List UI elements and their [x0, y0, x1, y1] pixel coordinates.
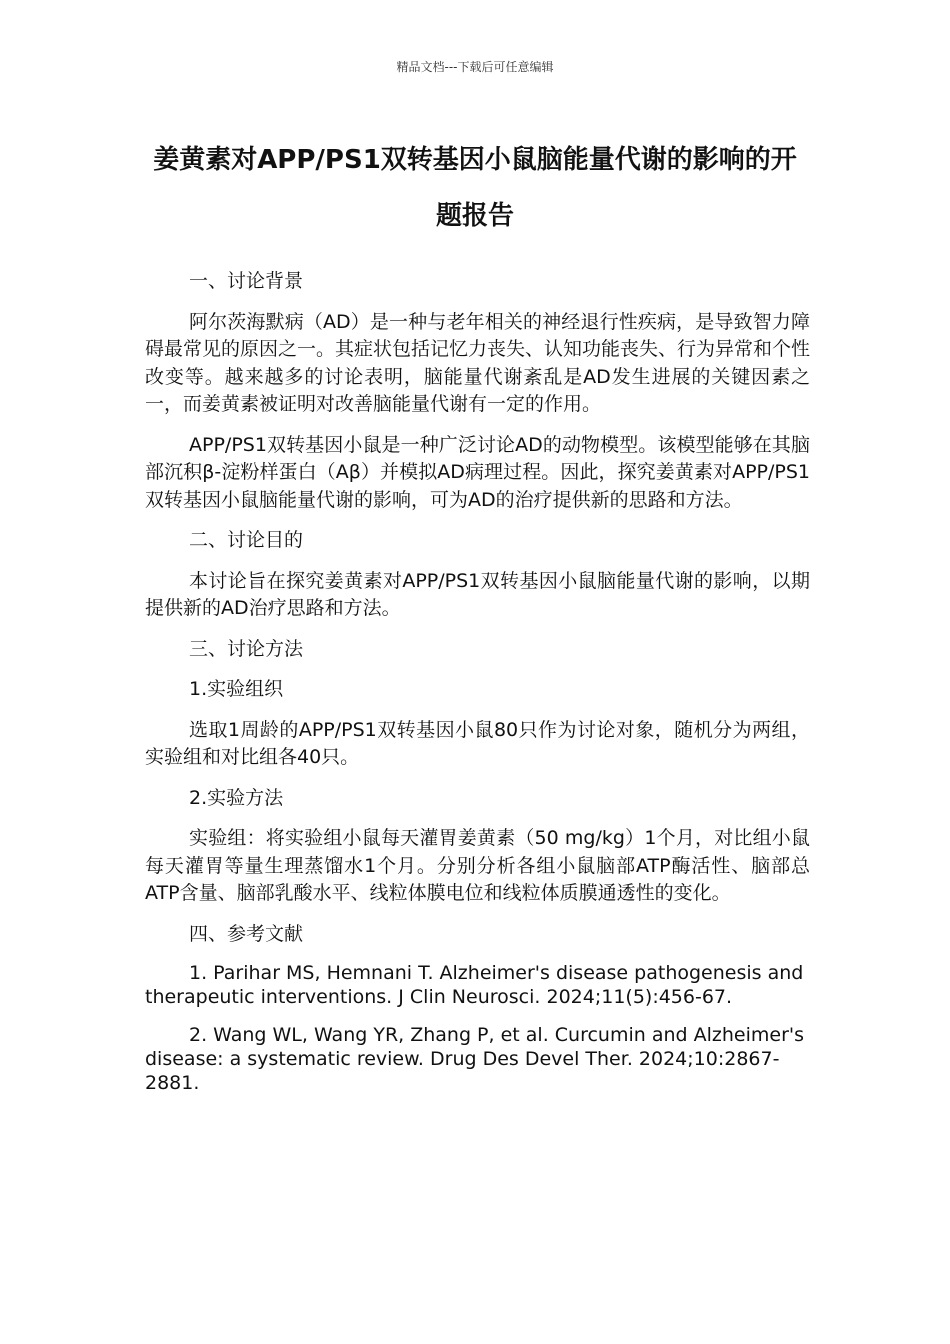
reference-item: 1. Parihar MS, Hemnani T. Alzheimer's disease pathogenesis and therapeutic interventions. J Clin Neurosci. 2024;11(5):456-67.: [145, 962, 804, 1008]
document-title: 姜黄素对APP/PS1双转基因小鼠脑能量代谢的影响的开题报告: [153, 145, 797, 231]
paragraph-background-2: APP/PS1双转基因小鼠是一种广泛讨论AD的动物模型。该模型能够在其脑部沉积β-淀粉样蛋白（Aβ）并模拟AD病理过程。因此，探究姜黄素对APP/PS1双转基因小鼠脑能量代谢的影响，可为AD的治疗提供新的思路和方法。: [145, 433, 810, 511]
reference-item: 2. Wang WL, Wang YR, Zhang P, et al. Curcumin and Alzheimer's disease: a systematic review. Drug Des Devel Ther. 2024;10:2867-2881.: [145, 1024, 805, 1094]
subheading-experiment-organization: 1.实验组织: [189, 678, 284, 700]
subheading-experiment-method: 2.实验方法: [189, 786, 284, 809]
paragraph-purpose: 本讨论旨在探究姜黄素对APP/PS1双转基因小鼠脑能量代谢的影响，以期提供新的AD治疗思路和方法。: [145, 569, 810, 619]
section-heading-references: 四、参考文献: [189, 922, 304, 945]
document-body: [145, 268, 810, 1109]
section-heading-methods: 三、讨论方法: [189, 637, 304, 660]
paragraph-background-1: 阿尔茨海默病（AD）是一种与老年相关的神经退行性疾病，是导致智力障碍最常见的原因之一。其症状包括记忆力丧失、认知功能丧失、行为异常和个性改变等。越来越多的讨论表明，脑能量代谢紊乱是AD发生进展的关键因素之一，而姜黄素被证明对改善脑能量代谢有一定的作用。: [145, 310, 811, 415]
section-heading-background: 一、讨论背景: [189, 270, 304, 292]
header-note: 精品文档---下载后可任意编辑: [396, 60, 554, 74]
paragraph-experiment-organization: 选取1周龄的APP/PS1双转基因小鼠80只作为讨论对象，随机分为两组，实验组和对比组各40只。: [145, 718, 810, 768]
paragraph-experiment-method: 实验组：将实验组小鼠每天灌胃姜黄素（50 mg/kg）1个月，对比组小鼠每天灌胃等量生理蒸馏水1个月。分别分析各组小鼠脑部ATP酶活性、脑部总ATP含量、脑部乳酸水平、线粒体膜电位和线粒体质膜通透性的变化。: [145, 827, 810, 904]
section-heading-purpose: 二、讨论目的: [189, 529, 304, 551]
